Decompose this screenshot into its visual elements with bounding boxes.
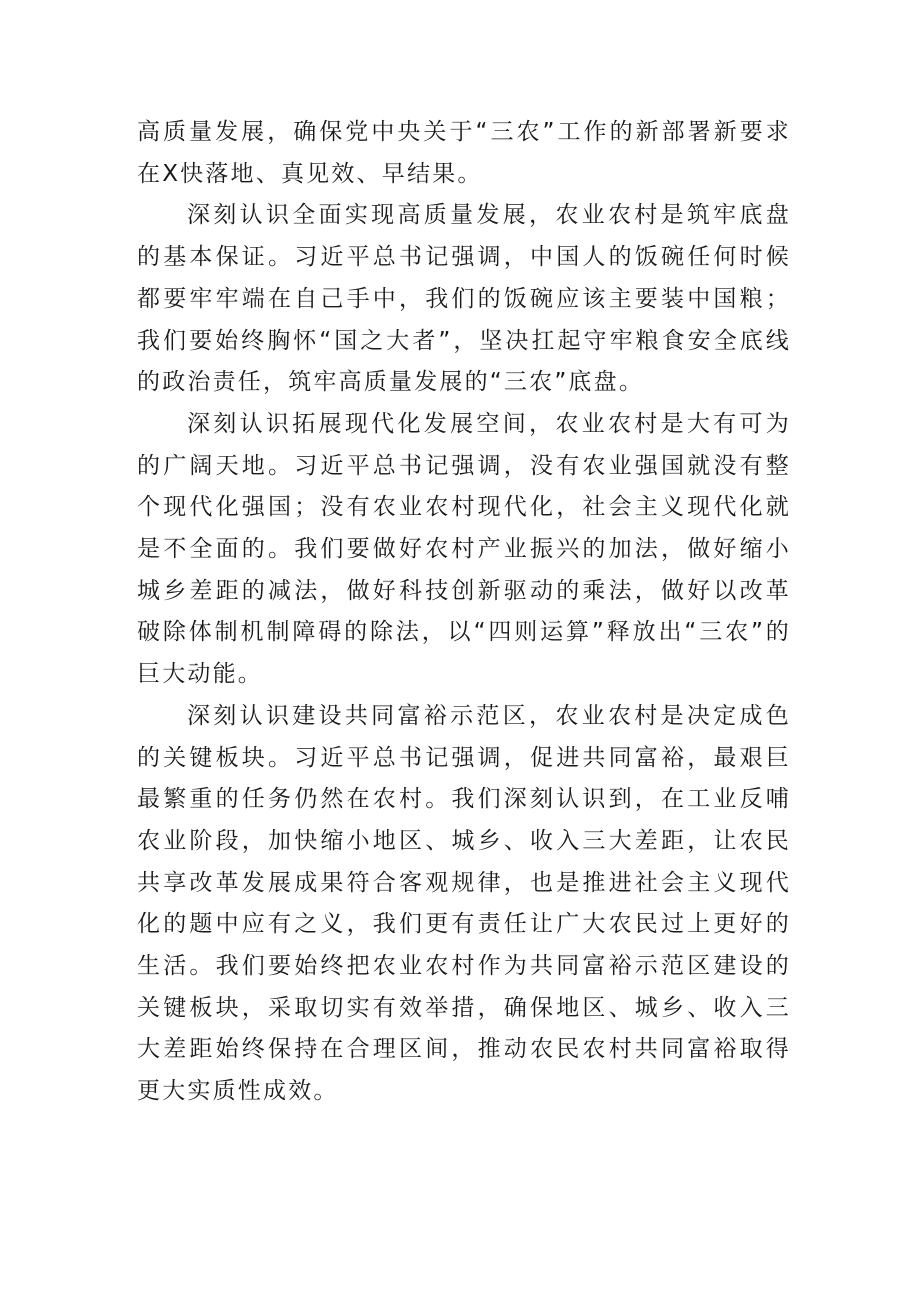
paragraph-modernization-space: 深刻认识拓展现代化发展空间，农业农村是大有可为的广阔天地。习近平总书记强调，没有农业强国就没有整个现代化强国；没有农业农村现代化，社会主义现代化就是不全面的。我们要做好农村产业振兴的加法，做好缩小城乡差距的减法，做好科技创新驱动的乘法，做好以改革破除体制机制障碍的除法，以“四则运算”释放出“三农”的巨大动能。	[137, 410, 791, 688]
paragraph-continued: 高质量发展，确保党中央关于“三农”工作的新部署新要求在X快落地、真见效、早结果。	[137, 119, 791, 187]
paragraph-common-prosperity: 深刻认识建设共同富裕示范区，农业农村是决定成色的关键板块。习近平总书记强调，促进共同富裕，最艰巨最繁重的任务仍然在农村。我们深刻认识到，在工业反哺农业阶段，加快缩小地区、城乡、收入三大差距，让农民共享改革发展成果符合客观规律，也是推进社会主义现代化的题中应有之义，我们更有责任让广大农民过上更好的生活。我们要始终把农业农村作为共同富裕示范区建设的关键板块，采取切实有效举措，确保地区、城乡、收入三大差距始终保持在合理区间，推动农民农村共同富裕取得更大实质性成效。	[137, 702, 791, 1105]
paragraph-high-quality-development: 深刻认识全面实现高质量发展，农业农村是筑牢底盘的基本保证。习近平总书记强调，中国人的饭碗任何时候都要牢牢端在自己手中，我们的饭碗应该主要装中国粮；我们要始终胸怀“国之大者”，坚决扛起守牢粮食安全底线的政治责任，筑牢高质量发展的“三农”底盘。	[137, 202, 791, 396]
document-body	[137, 112, 791, 1113]
